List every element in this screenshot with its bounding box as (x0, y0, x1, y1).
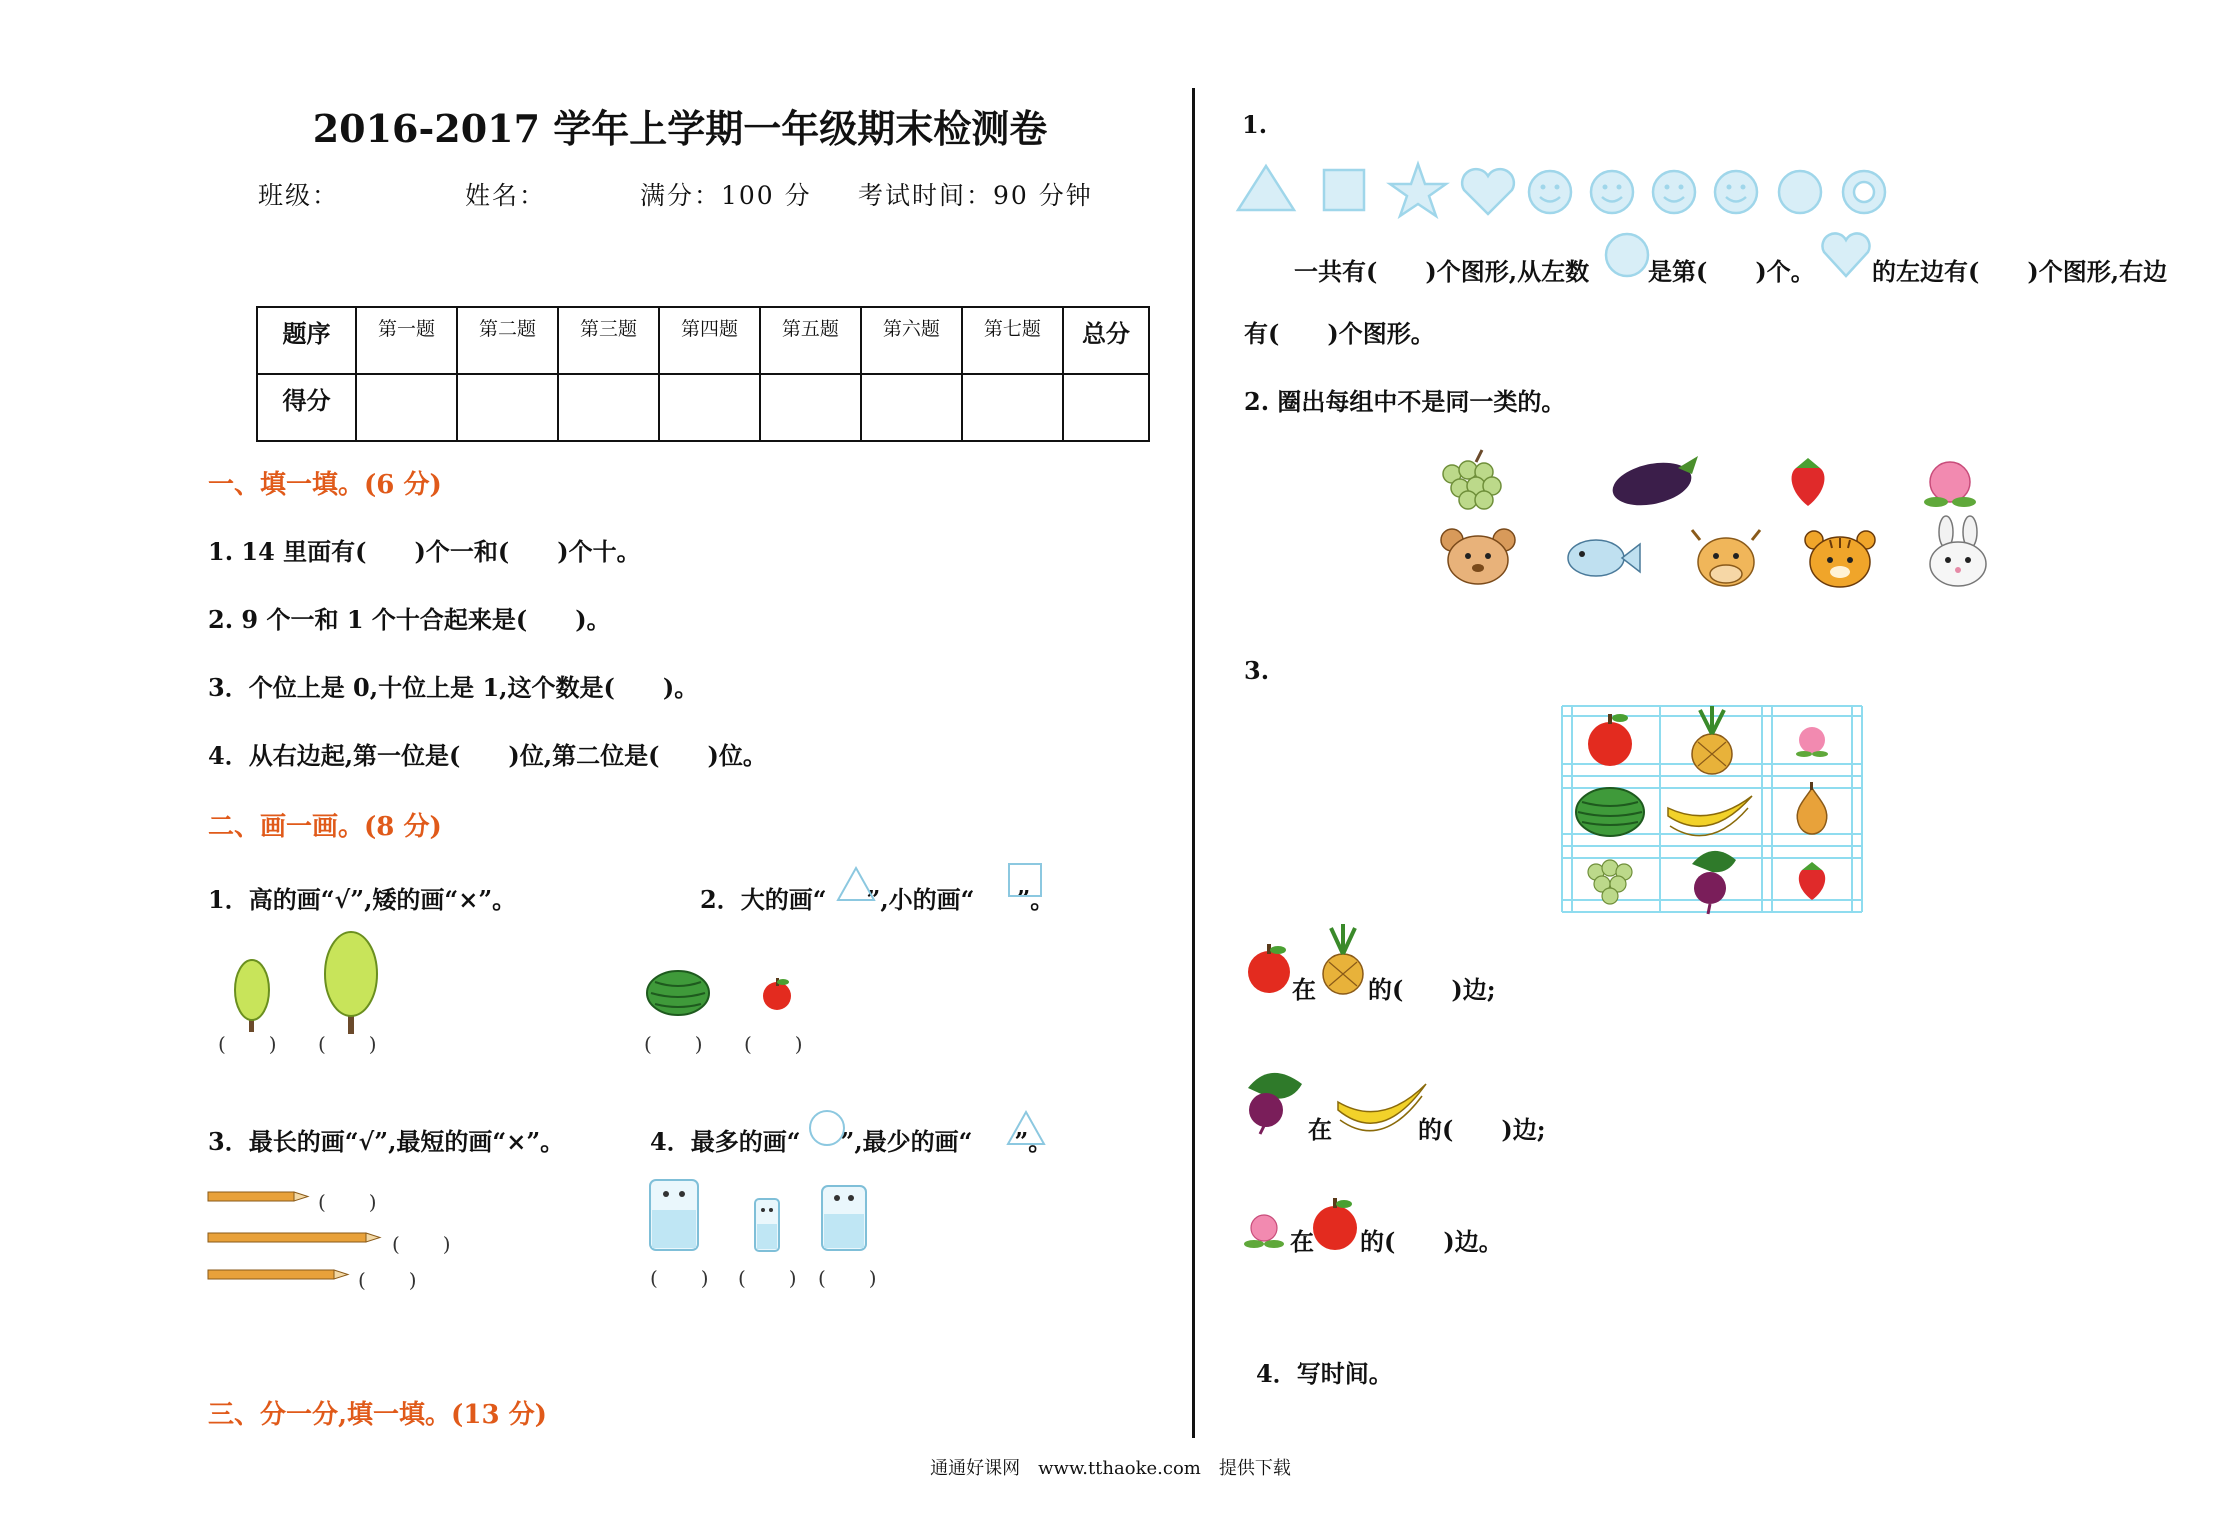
pineapple-icon (1318, 922, 1368, 996)
right-question-1-text-c: 的左边有( )个图形,右边 (1872, 257, 2168, 286)
apple-icon (760, 976, 794, 1012)
medium-cup-icon (818, 1182, 870, 1254)
right-question-3: 3. (1244, 656, 1270, 685)
score-col-6: 第六题 (861, 307, 962, 374)
draw-question-4: 4．最多的画“ ”,最少的画“ ”。 (650, 1127, 1053, 1156)
position-sentence-3-a: 在 (1290, 1227, 1314, 1256)
beet-icon (1242, 1064, 1306, 1134)
tiger-face-icon (1800, 526, 1880, 590)
question-1-2: 2. 9 个一和 1 个十合起来是( )。 (208, 605, 611, 634)
right-question-1-text-a: 一共有( )个图形,从左数 (1294, 257, 1590, 286)
smiley-icon (1653, 171, 1695, 213)
short-tree-icon (232, 958, 272, 1034)
question-1-3: 3．个位上是 0,十位上是 1,这个数是( )。 (208, 673, 699, 702)
heart-icon (1820, 230, 1872, 278)
position-sentence-1-a: 在 (1292, 975, 1316, 1004)
smiley-icon (1715, 171, 1757, 213)
large-cup-icon (646, 1176, 702, 1254)
score-cell[interactable] (356, 374, 457, 441)
answer-parens[interactable]: ( ) (738, 1266, 798, 1290)
question-1-1: 1. 14 里面有( )个一和( )个十。 (208, 537, 641, 566)
answer-parens[interactable]: ( ) (318, 1190, 378, 1214)
position-sentence-2-a: 在 (1308, 1115, 1332, 1144)
question-1-4: 4．从右边起,第一位是( )位,第二位是( )位。 (208, 741, 767, 770)
banana-icon (1668, 796, 1752, 836)
footer: 通通好课网 www.tthaoke.com 提供下载 (930, 1458, 1291, 1479)
position-sentence-3-b: 的( )边。 (1360, 1227, 1503, 1256)
circle-icon (1604, 232, 1650, 278)
column-divider (1192, 88, 1195, 1438)
strawberry-icon (1799, 862, 1825, 900)
answer-parens[interactable]: ( ) (818, 1266, 878, 1290)
beet-icon (1692, 851, 1736, 914)
position-sentence-2-b: 的( )边; (1418, 1115, 1546, 1144)
score-col-1: 第一题 (356, 307, 457, 374)
score-cell[interactable] (558, 374, 659, 441)
score-table (256, 306, 1150, 442)
answer-parens[interactable]: ( ) (744, 1032, 804, 1056)
shape-row (1236, 160, 1736, 220)
score-cell[interactable] (760, 374, 861, 441)
pencil-medium-icon (208, 1190, 308, 1204)
pencil-short-icon (208, 1268, 348, 1282)
right-question-2: 2. 圈出每组中不是同一类的。 (1244, 387, 1566, 416)
heart-icon (1462, 169, 1514, 214)
score-cell[interactable] (1063, 374, 1149, 441)
fruit-grid (1560, 704, 1864, 914)
circle-icon (806, 1108, 848, 1148)
triangle-icon (836, 866, 876, 902)
name-label: 姓名： (465, 181, 547, 210)
right-question-1-text-d: 有( )个图形。 (1244, 319, 1435, 348)
draw-question-1: 1．高的画“√”,矮的画“×”。 (208, 885, 517, 914)
rabbit-face-icon (1922, 516, 1994, 590)
class-label: 班级： (258, 181, 340, 210)
answer-parens[interactable]: ( ) (650, 1266, 710, 1290)
score-col-total: 总分 (1063, 307, 1149, 374)
tall-tree-icon (322, 930, 380, 1036)
pear-icon (1797, 782, 1827, 834)
star-icon (1390, 164, 1446, 216)
score-cell[interactable] (659, 374, 760, 441)
section-3-heading: 三、分一分,填一填。(13 分) (208, 1400, 547, 1430)
score-cell[interactable] (861, 374, 962, 441)
answer-parens[interactable]: ( ) (218, 1032, 278, 1056)
grapes-icon (1436, 448, 1516, 512)
section-2-heading: 二、画一画。(8 分) (208, 812, 442, 842)
draw-question-3: 3．最长的画“√”,最短的画“×”。 (208, 1127, 565, 1156)
watermelon-icon (1576, 788, 1644, 836)
apple-icon (1244, 942, 1294, 994)
ring-icon (1843, 171, 1885, 213)
peach-icon (1796, 727, 1828, 757)
triangle-icon (1006, 1110, 1046, 1146)
answer-parens[interactable]: ( ) (644, 1032, 704, 1056)
right-question-1-text-b: 是第( )个。 (1648, 257, 1815, 286)
apple-icon (1588, 714, 1632, 766)
strawberry-icon (1786, 454, 1830, 508)
section-1-heading: 一、填一填。(6 分) (208, 470, 442, 500)
mouse-face-icon (1438, 524, 1518, 588)
smiley-icon (1529, 171, 1571, 213)
page-title: 2016-2017 学年上学期一年级期末检测卷 (312, 106, 1048, 151)
exam-time-label: 考试时间：90 分钟 (858, 181, 1093, 210)
draw-question-2: 2．大的画“ ”,小的画“ ”。 (700, 885, 1055, 914)
grapes-icon (1588, 860, 1632, 904)
score-col-5: 第五题 (760, 307, 861, 374)
right-question-1: 1. (1242, 110, 1268, 139)
position-sentence-1-b: 的( )边; (1368, 975, 1496, 1004)
circle-icon (1779, 171, 1821, 213)
score-table-order-label: 题序 (257, 307, 356, 374)
cow-face-icon (1688, 526, 1764, 590)
full-score-label: 满分：100 分 (640, 181, 812, 210)
score-cell[interactable] (457, 374, 558, 441)
score-col-3: 第三题 (558, 307, 659, 374)
fish-icon (1562, 528, 1642, 588)
score-cell[interactable] (962, 374, 1063, 441)
answer-parens[interactable]: ( ) (392, 1232, 452, 1256)
pencil-long-icon (208, 1231, 380, 1245)
answer-parens[interactable]: ( ) (358, 1268, 418, 1292)
watermelon-icon (645, 968, 711, 1018)
score-col-4: 第四题 (659, 307, 760, 374)
eggplant-icon (1610, 452, 1702, 508)
banana-icon (1336, 1080, 1428, 1138)
shape-row-2 (1714, 160, 1964, 220)
square-icon (1007, 862, 1043, 898)
score-col-7: 第七题 (962, 307, 1063, 374)
peach-icon (1922, 454, 1978, 508)
apple-icon (1310, 1196, 1360, 1252)
right-question-4: 4．写时间。 (1256, 1359, 1393, 1388)
smiley-icon (1591, 171, 1633, 213)
triangle-icon (1238, 166, 1294, 210)
score-table-score-label: 得分 (257, 374, 356, 441)
small-cup-icon (752, 1196, 782, 1254)
score-col-2: 第二题 (457, 307, 558, 374)
peach-icon (1244, 1210, 1284, 1252)
square-icon (1324, 170, 1364, 210)
answer-parens[interactable]: ( ) (318, 1032, 378, 1056)
